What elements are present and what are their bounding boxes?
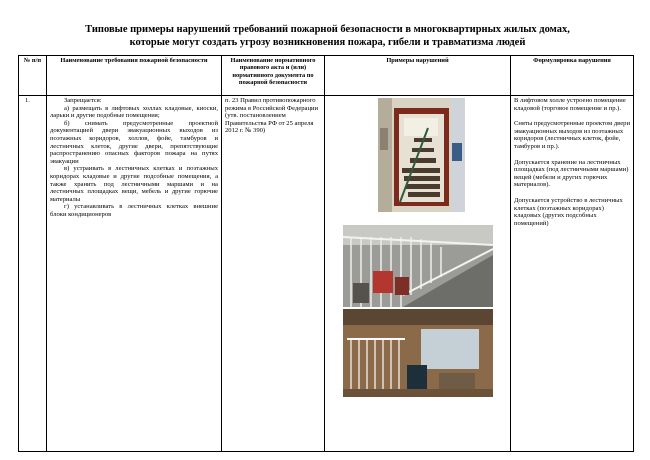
examples-cell	[325, 96, 511, 452]
photo-stairwell	[378, 98, 465, 212]
requirement-item-g: г) устанавливать в лестничных клетках внешние блоки кондиционеров	[50, 203, 218, 218]
table-row	[19, 96, 634, 452]
document-title	[40, 23, 615, 49]
header-examples: Примеры нарушений	[325, 56, 511, 96]
violations-table	[18, 55, 634, 452]
norm-rule: п. 23 Правил противопожарного режима в Российской Федерации	[225, 97, 319, 112]
norm-approval: (утв. постановлением Правительства РФ от 25 апреля 2012 г. № 390)	[225, 112, 314, 135]
header-num: № п/п	[19, 56, 47, 96]
requirement-item-v: в) устраивать в лестничных клетках и поэтажных коридорах кладовые и другие подсобные помещения, а также хранить под лестничными маршами и на лестничных площадках вещи, мебель и другие горючие материалы	[50, 165, 218, 203]
photo-storeroom	[343, 309, 493, 397]
photo-stair-railing	[343, 225, 493, 307]
row-number: 1.	[19, 96, 47, 452]
requirement-item-b: б) снимать предусмотренные проектной документацией двери эвакуационных выходов из поэтажных коридоров, холлов, фойе, тамбуров и лестничных клеток, другие двери, препятствующие распространению опасных факторов пожара на путях эвакуации	[50, 119, 218, 165]
wording-item-3: Допускается хранение на лестничных площадках (под лестничными маршами) вещей (мебели и других горючих материалов).	[514, 158, 629, 189]
wording-item-2: Сняты предусмотренные проектом двери эвакуационных выходов из поэтажных коридоров (лестничных клеток, фойе, тамбуров и пр.).	[514, 120, 631, 150]
header-wording: Формулировка нарушения	[511, 56, 634, 96]
requirement-intro: Запрещается:	[64, 97, 102, 104]
header-norm: Наименование нормативного правового акта и (или) нормативного документа по пожарной безопасности	[222, 56, 325, 96]
wording-item-1: В лифтовом холле устроено помещение кладовой (торговое помещение и пр.).	[514, 97, 626, 112]
table-header-row	[19, 56, 634, 96]
title-line-1: Типовые примеры нарушений требований пожарной безопасности в многоквартирных жилых домах,	[85, 24, 570, 35]
wording-cell	[511, 96, 634, 452]
title-line-2: которые могут создать угрозу возникновения пожара, гибели и травматизма людей	[129, 37, 526, 48]
requirement-item-a: а) размещать в лифтовых холлах кладовые, киоски, ларьки и другие подобные помещения;	[50, 104, 218, 120]
requirement-cell	[47, 96, 222, 452]
norm-cell	[222, 96, 325, 452]
header-requirement: Наименование требования пожарной безопасности	[47, 56, 222, 96]
wording-item-4: Допускается устройство в лестничных клетках (поэтажных коридорах) кладовых (других подсобных помещений)	[514, 196, 623, 227]
